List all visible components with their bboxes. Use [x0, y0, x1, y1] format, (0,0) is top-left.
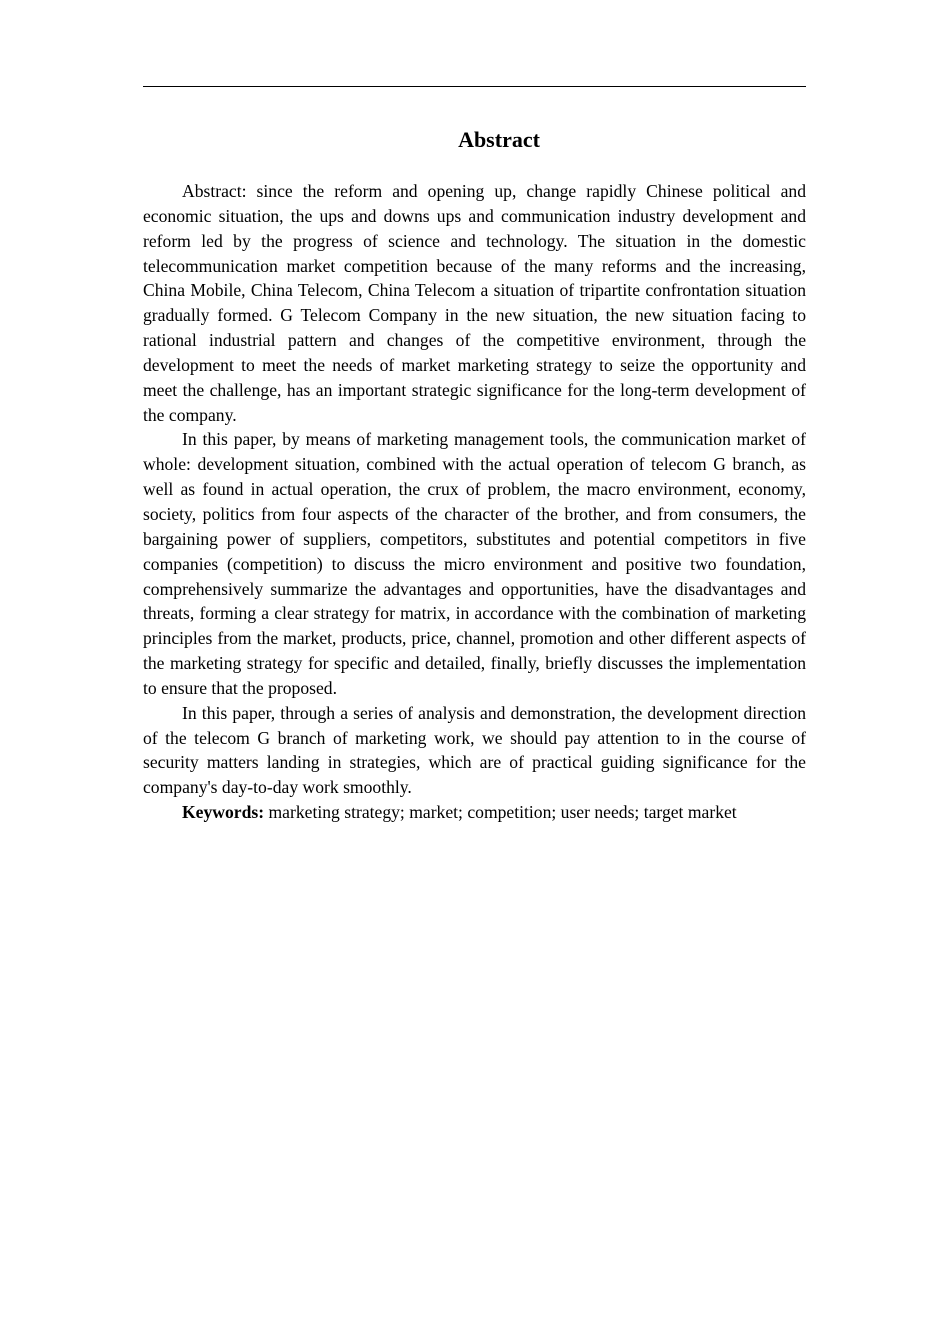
- abstract-title: Abstract: [458, 127, 540, 152]
- abstract-paragraph-1: Abstract: since the reform and opening up, change rapidly Chinese political and economic situation, the ups and downs ups and communication industry development and reform led by the progress of science and technology. The situation in the domestic telecommunication market competition because of the many reforms and the increasing, China Mobile, China Telecom, China Telecom a situation of tripartite confrontation situation gradually formed. G Telecom Company in the new situation, the new situation facing to rational industrial pattern and changes of the competitive environment, through the development to meet the needs of market marketing strategy to seize the opportunity and meet the challenge, has an important strategic significance for the long-term development of the company.: [143, 181, 806, 425]
- keywords-list: marketing strategy; market; competition; user needs; target market: [264, 802, 737, 823]
- keywords-label: Keywords:: [182, 802, 265, 823]
- abstract-paragraph-2: In this paper, by means of marketing management tools, the communication market of whole: development situation, combined with the actual operation of telecom G branch, as well as found in actual operation, the crux of problem, the macro environment, economy, society, politics from four aspects of the character of the brother, and from consumers, the bargaining power of suppliers, competitors, substitutes and potential competitors in five companies (competition) to discuss the micro environment and positive two foundation, comprehensively summarize the advantages and opportunities, have the disadvantages and threats, forming a clear strategy for matrix, in accordance with the combination of marketing principles from the market, products, price, channel, promotion and other different aspects of the marketing strategy for specific and detailed, finally, briefly discusses the implementation to ensure that the proposed.: [143, 429, 806, 698]
- abstract-body: [143, 179, 806, 825]
- header-rule: [143, 86, 806, 87]
- keywords-line: [143, 800, 806, 825]
- abstract-paragraph-3: In this paper, through a series of analysis and demonstration, the development direction of the telecom G branch of marketing work, we should pay attention to in the course of security matters landing in strategies, which are of practical guiding significance for the company's day-to-day work smoothly.: [143, 702, 806, 798]
